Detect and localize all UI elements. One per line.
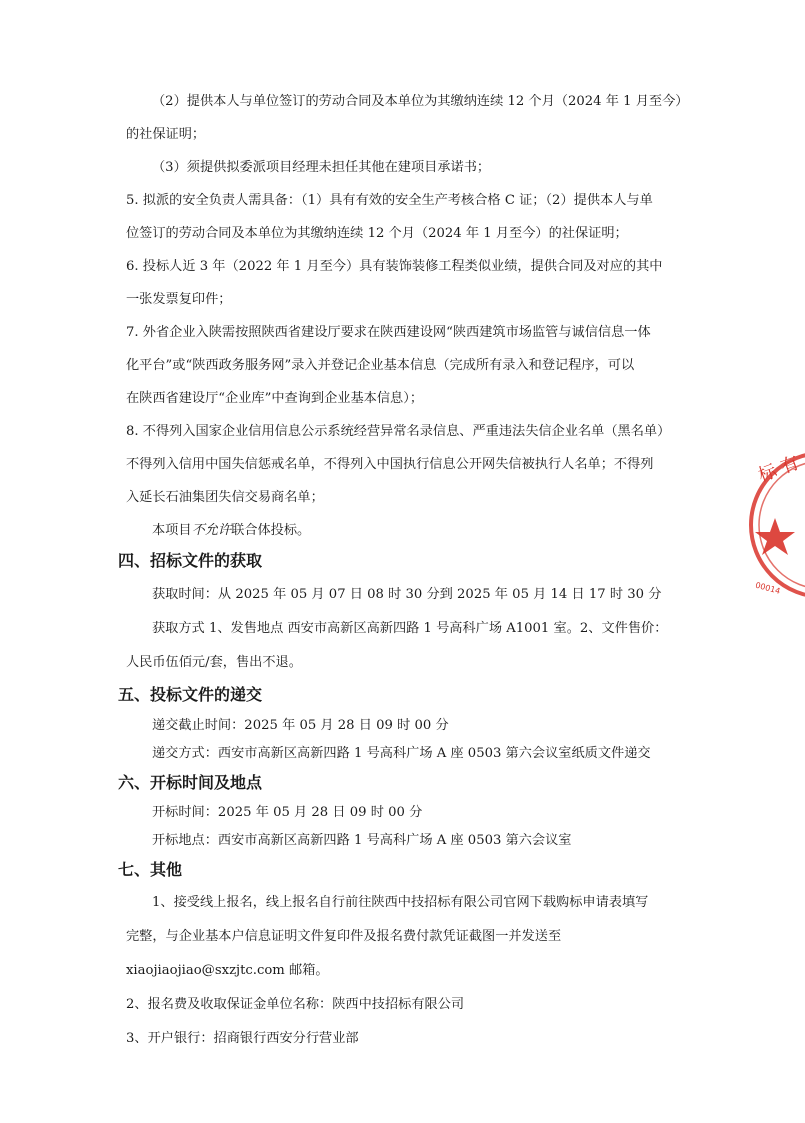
requirement-item-5: 5. 拟派的安全负责人需具备：（1）具有有效的安全生产考核合格 C 证；（2）提供本人与单: [126, 193, 653, 208]
requirement-line: 的社保证明；: [126, 127, 206, 142]
consortium-value: 不允许: [191, 523, 232, 538]
requirement-item-8-cont: 入延长石油集团失信交易商名单；: [126, 490, 324, 505]
requirement-item-8: 8. 不得列入国家企业信用信息公示系统经营异常名录信息、严重违法失信企业名单（黑名单）: [126, 424, 671, 439]
opening-place: 开标地点：西安市高新区高新四路 1 号高科广场 A 座 0503 第六会议室: [152, 833, 572, 848]
section-5-heading: 五、投标文件的递交: [118, 685, 263, 704]
section-6-heading: 六、开标时间及地点: [118, 773, 263, 792]
acquisition-method-cont: 人民币伍佰元/套，售出不退。: [126, 655, 302, 670]
requirement-item-8-cont: 不得列入信用中国失信惩戒名单，不得列入中国执行信息公开网失信被执行人名单；不得列: [126, 457, 654, 472]
requirement-item-5-cont: 位签订的劳动合同及本单位为其缴纳连续 12 个月（2024 年 1 月至今）的社保证明；: [126, 226, 628, 241]
requirement-line: （2）提供本人与单位签订的劳动合同及本单位为其缴纳连续 12 个月（2024 年 1 月至今）: [152, 94, 689, 109]
official-seal-stamp: [745, 440, 805, 610]
requirement-item-6-cont: 一张发票复印件；: [126, 292, 232, 307]
other-item-1: 1、接受线上报名，线上报名自行前往陕西中技招标有限公司官网下载购标申请表填写: [152, 895, 649, 910]
requirement-item-7-cont: 化平台”或“陕西政务服务网”录入并登记企业基本信息（完成所有录入和登记程序，可以: [126, 358, 635, 373]
requirement-line: （3）须提供拟委派项目经理未担任其他在建项目承诺书；: [152, 160, 491, 175]
requirement-item-7-cont: 在陕西省建设厅“企业库”中查询到企业基本信息）；: [126, 391, 424, 406]
section-4-heading: 四、招标文件的获取: [118, 551, 263, 570]
seal-text-bottom: 00014: [754, 580, 782, 596]
consortium-suffix: 联合体投标。: [231, 523, 311, 538]
submission-method: 递交方式：西安市高新区高新四路 1 号高科广场 A 座 0503 第六会议室纸质文件递交: [152, 746, 651, 761]
section-7-heading: 七、其他: [118, 860, 183, 879]
other-item-3: 3、开户银行：招商银行西安分行营业部: [126, 1031, 359, 1046]
other-item-1-cont: 完整，与企业基本户信息证明文件复印件及报名费付款凭证截图一并发送至: [126, 929, 562, 944]
requirement-item-7: 7. 外省企业入陕需按照陕西省建设厅要求在陕西建设网“陕西建筑市场监管与诚信信息一体: [126, 325, 651, 340]
other-item-2: 2、报名费及收取保证金单位名称：陕西中技招标有限公司: [126, 997, 465, 1012]
requirement-item-6: 6. 投标人近 3 年（2022 年 1 月至今）具有装饰装修工程类似业绩，提供合同及对应的其中: [126, 259, 663, 274]
submission-deadline: 递交截止时间：2025 年 05 月 28 日 09 时 00 分: [152, 718, 449, 733]
acquisition-method: 获取方式 1、发售地点 西安市高新区高新四路 1 号高科广场 A1001 室。2、文件售价：: [152, 621, 668, 636]
opening-time: 开标时间：2025 年 05 月 28 日 09 时 00 分: [152, 805, 423, 820]
consortium-prefix: 本项目: [152, 523, 192, 538]
seal-star-icon: [755, 518, 795, 555]
contact-email: xiaojiaojiao@sxzjtc.com 邮箱。: [126, 963, 329, 978]
acquisition-time: 获取时间：从 2025 年 05 月 07 日 08 时 30 分到 2025 年 05 月 14 日 17 时 30 分: [152, 587, 662, 602]
consortium-note: [152, 522, 310, 540]
seal-text-top: 标 有: [755, 452, 802, 487]
